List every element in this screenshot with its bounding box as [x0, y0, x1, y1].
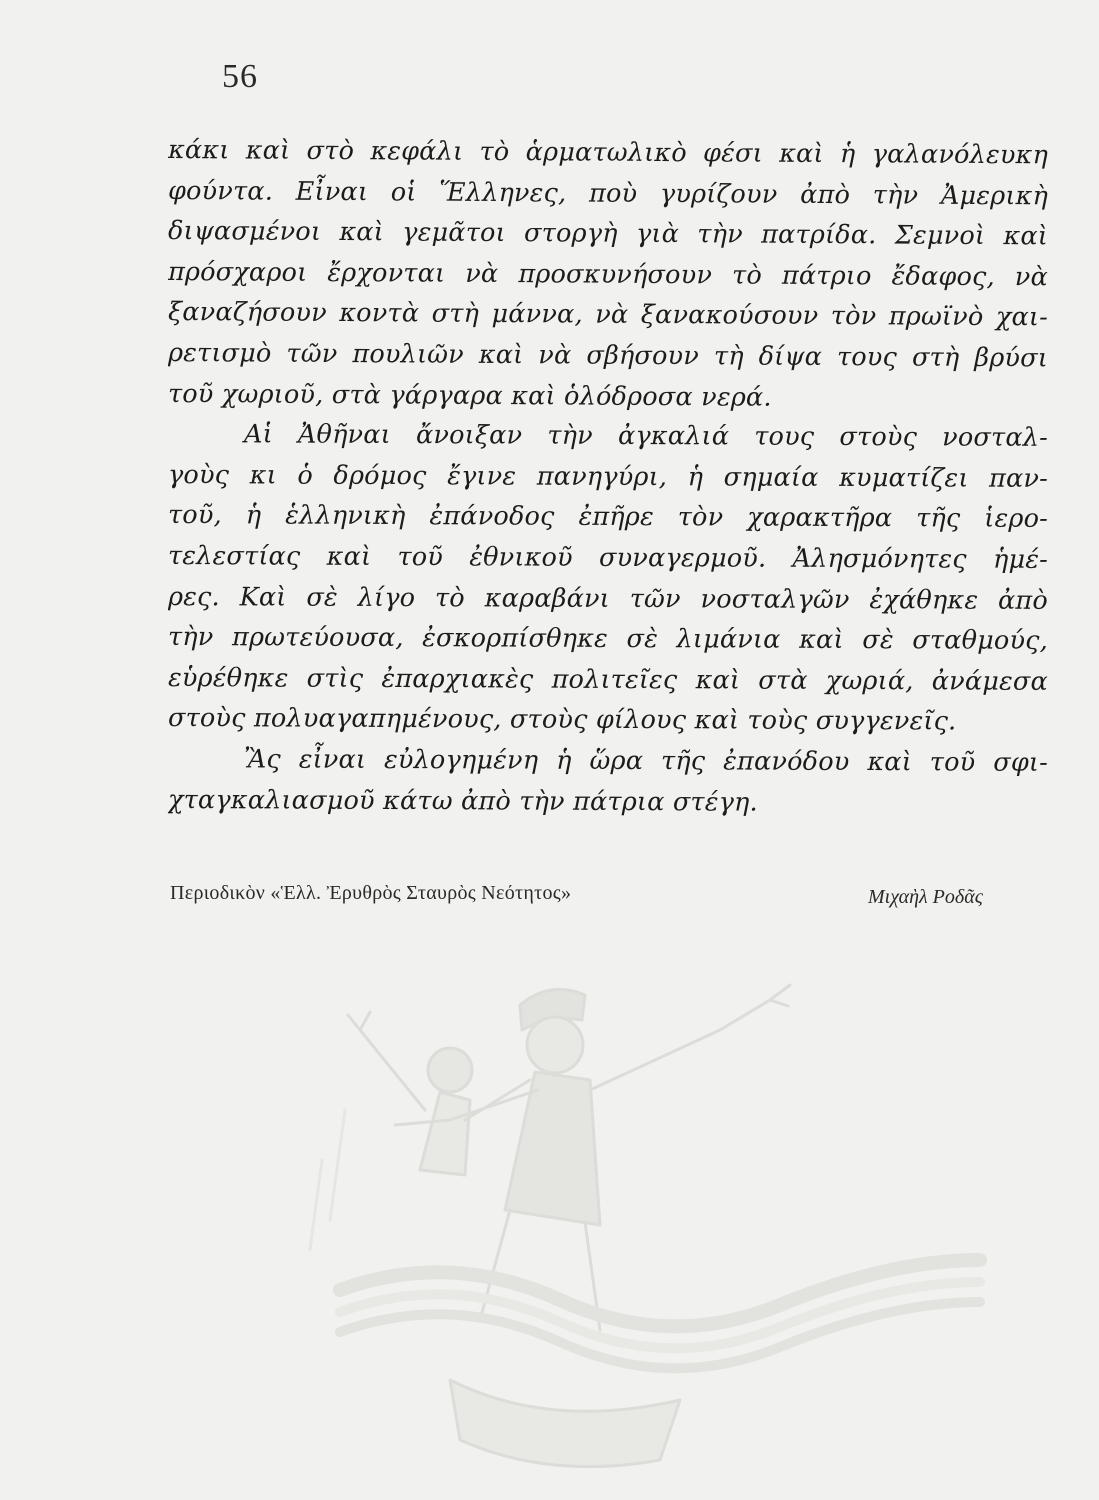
text-line: διψασμένοι καὶ γεμᾶτοι στοργὴ γιὰ τὴν πατρίδα. Σεμνοὶ καὶ: [167, 216, 1049, 252]
text-line: πρόσχαροι ἔρχονται νὰ προσκυνήσουν τὸ πάτριο ἔδαφος, νὰ: [167, 256, 1049, 293]
page-number: 56: [222, 58, 258, 95]
text-line: ξαναζήσουν κοντὰ στὴ μάννα, νὰ ξανακούσουν τὸν πρωϊνὸ χαι-: [167, 297, 1049, 333]
text-line: τὴν πρωτεύουσα, ἐσκορπίσθηκε σὲ λιμάνια καὶ σὲ σταθμούς,: [167, 622, 1049, 656]
text-line: τοῦ χωριοῦ, στὰ γάργαρα καὶ ὁλόδροσα νερά.: [167, 378, 772, 413]
text-line: Αἱ Ἀθῆναι ἄνοιξαν τὴν ἀγκαλιά τους στοὺς νοσταλ-: [243, 419, 1049, 453]
text-line: στοὺς πολυαγαπημένους, στοὺς φίλους καὶ τοὺς συγγενεῖς.: [167, 703, 957, 737]
paragraph-1: [168, 130, 1048, 414]
text-line: φούντα. Εἶναι οἱ Ἕλληνες, ποὺ γυρίζουν ἀπὸ τὴν Ἀμερικὴ: [167, 175, 1049, 211]
article-body: [168, 130, 1048, 820]
author-name: Μιχαὴλ Ροδᾶς: [868, 886, 983, 908]
text-line: ρετισμὸ τῶν πουλιῶν καὶ νὰ σβήσουν τὴ δίψα τους στὴ βρύσι: [167, 337, 1049, 374]
text-line: κάκι καὶ στὸ κεφάλι τὸ ἁρματωλικὸ φέσι καὶ ἡ γαλανόλευκη: [167, 135, 1049, 171]
text-line: Ἂς εἶναι εὐλογημένη ἡ ὥρα τῆς ἐπανόδου καὶ τοῦ σφι-: [243, 744, 1049, 778]
paragraph-2: [168, 414, 1048, 739]
text-line: τελεστίας καὶ τοῦ ἐθνικοῦ συναγερμοῦ. Ἀλησμόνητες ἡμέ-: [167, 540, 1049, 575]
text-line: γοὺς κι ὁ δρόμος ἔγινε πανηγύρι, ἡ σημαία κυματίζει παν-: [167, 459, 1049, 494]
source-citation: Περιοδικὸν «Ἑλλ. Ἐρυθρὸς Σταυρὸς Νεότητος»: [170, 882, 572, 904]
text-line: εὑρέθηκε στὶς ἐπαρχιακὲς πολιτεῖες καὶ στὰ χωριά, ἀνάμεσα: [167, 662, 1049, 697]
paragraph-3: [168, 739, 1048, 820]
text-line: χταγκαλιασμοῦ κάτω ἀπὸ τὴν πάτρια στέγη.: [167, 784, 758, 818]
waving-figures-watermark-icon: [300, 960, 1000, 1500]
text-line: ρες. Καὶ σὲ λίγο τὸ καραβάνι τῶν νοσταλγῶν ἐχάθηκε ἀπὸ: [167, 581, 1049, 616]
text-line: τοῦ, ἡ ἑλληνικὴ ἐπάνοδος ἐπῆρε τὸν χαρακτῆρα τῆς ἱερο-: [167, 500, 1049, 535]
